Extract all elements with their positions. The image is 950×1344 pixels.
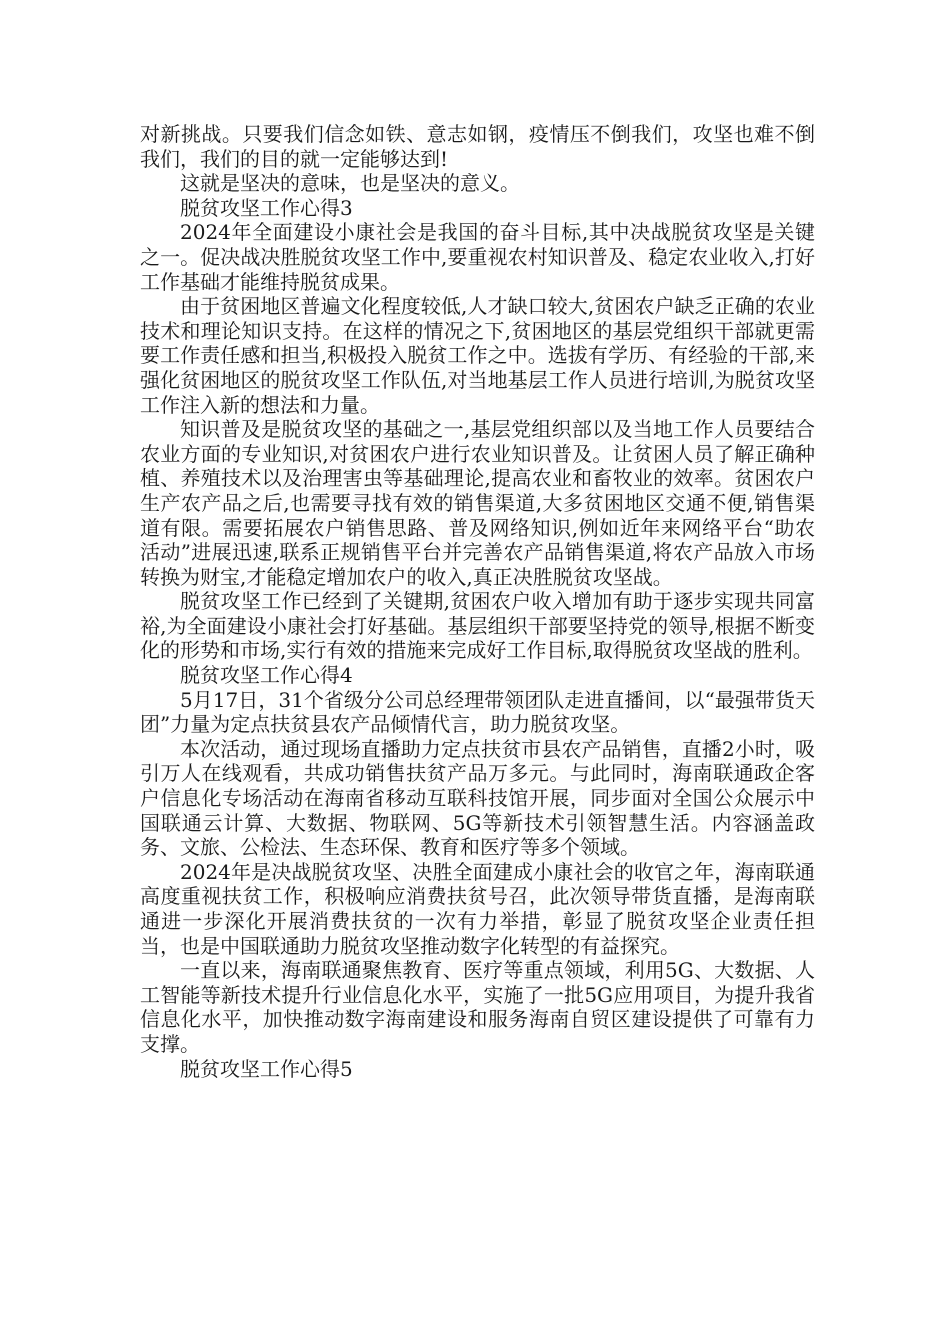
section-heading-5: 脱贫攻坚工作心得5: [180, 1056, 353, 1081]
paragraph: 本次活动，通过现场直播助力定点扶贫市县农产品销售，直播2小时，吸引万人在线观看，共成功销售扶贫产品万多元。与此同时，海南联通政企客户信息化专场活动在海南省移动互联科技馆开展，同步面对全国公众展示中国联通云计算、大数据、物联网、5G等新技术引领智慧生活。内容涵盖政务、文旅、公检法、生态环保、教育和医疗等多个领域。: [140, 736, 815, 860]
paragraph: 脱贫攻坚工作已经到了关键期,贫困农户收入增加有助于逐步实现共同富裕,为全面建设小康社会打好基础。基层组织干部要坚持党的领导,根据不断变化的形势和市场,实行有效的措施来完成好工作目标,取得脱贫攻坚战的胜利。: [140, 589, 815, 663]
paragraph: 一直以来，海南联通聚焦教育、医疗等重点领域，利用5G、大数据、人工智能等新技术提升行业信息化水平，实施了一批5G应用项目，为提升我省信息化水平，加快推动数字海南建设和服务海南自贸区建设提供了可靠有力支撑。: [140, 958, 815, 1056]
section-heading-3: 脱贫攻坚工作心得3: [180, 195, 353, 220]
paragraph-continued: 对新挑战。只要我们信念如铁、意志如钢，疫情压不倒我们，攻坚也难不倒我们，我们的目的就一定能够达到!: [140, 122, 815, 171]
section-heading-4: 脱贫攻坚工作心得4: [180, 663, 353, 688]
paragraph: 这就是坚决的意味，也是坚决的意义。: [180, 171, 520, 196]
paragraph: 2024年全面建设小康社会是我国的奋斗目标,其中决战脱贫攻坚是关键之一。促决战决胜脱贫攻坚工作中,要重视农村知识普及、稳定农业收入,打好工作基础才能维持脱贫成果。: [140, 220, 815, 294]
paragraph: 知识普及是脱贫攻坚的基础之一,基层党组织部以及当地工作人员要结合农业方面的专业知识,对贫困农户进行农业知识普及。让贫困人员了解正确种植、养殖技术以及治理害虫等基础理论,提高农业和畜牧业的效率。贫困农户生产农产品之后,也需要寻找有效的销售渠道,大多贫困地区交通不便,销售渠道有限。需要拓展农户销售思路、普及网络知识,例如近年来网络平台“助农活动”进展迅速,联系正规销售平台并完善农产品销售渠道,将农产品放入市场转换为财宝,才能稳定增加农户的收入,真正决胜脱贫攻坚战。: [140, 417, 815, 589]
paragraph: 由于贫困地区普遍文化程度较低,人才缺口较大,贫困农户缺乏正确的农业技术和理论知识支持。在这样的情况之下,贫困地区的基层党组织干部就更需要工作责任感和担当,积极投入脱贫工作之中。选拔有学历、有经验的干部,来强化贫困地区的脱贫攻坚工作队伍,对当地基层工作人员进行培训,为脱贫攻坚工作注入新的想法和力量。: [140, 294, 815, 417]
paragraph: 5月17日，31个省级分公司总经理带领团队走进直播间，以“最强带货天团”力量为定点扶贫县农产品倾情代言，助力脱贫攻坚。: [140, 687, 815, 737]
paragraph: 2024年是决战脱贫攻坚、决胜全面建成小康社会的收官之年，海南联通高度重视扶贫工作，积极响应消费扶贫号召，此次领导带货直播，是海南联通进一步深化开展消费扶贫的一次有力举措，彰显了脱贫攻坚企业责任担当，也是中国联通助力脱贫攻坚推动数字化转型的有益探究。: [140, 859, 815, 958]
